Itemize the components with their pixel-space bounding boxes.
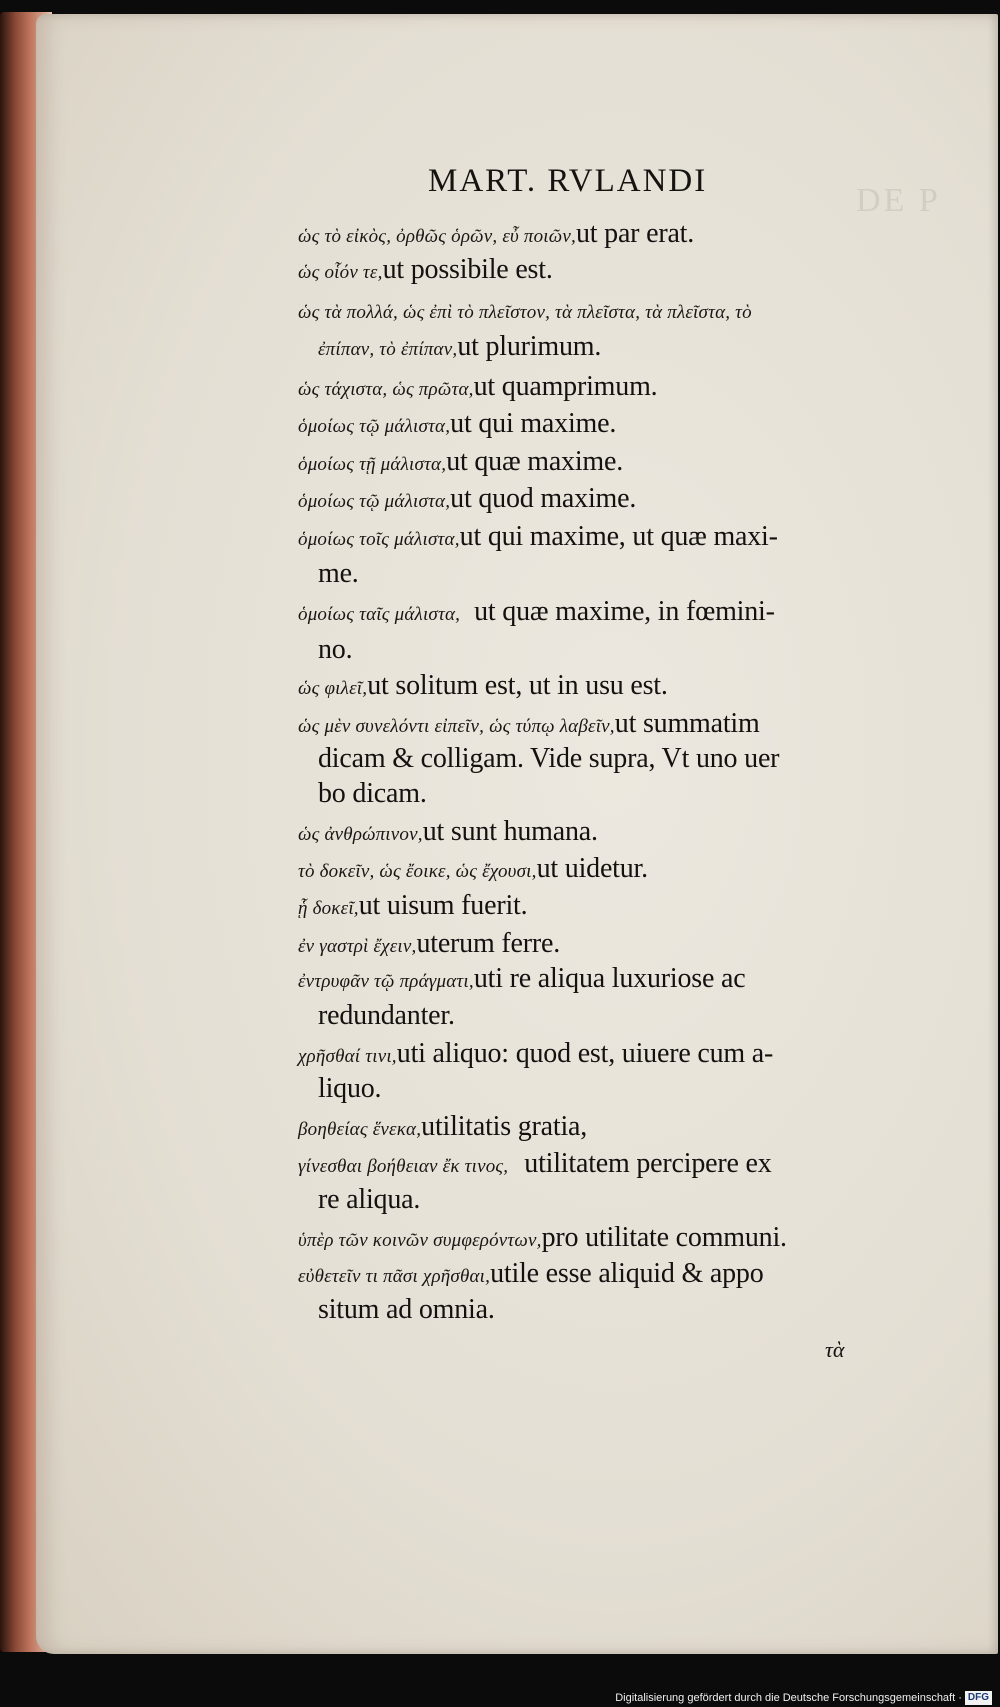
- entry-line: [298, 371, 948, 403]
- greek-text: ὁμοίως τῷ μάλιστα,: [298, 416, 451, 437]
- dfg-logo: DFG: [965, 1691, 992, 1705]
- entry-line: [318, 1294, 968, 1326]
- entry-line: [298, 670, 948, 702]
- entry-line: [298, 446, 948, 478]
- greek-text: γίνεσθαι βοήθειαν ἔκ τινος,: [298, 1156, 509, 1177]
- entry-line: [298, 294, 948, 326]
- latin-text: uti re aliqua luxuriose ac: [473, 963, 746, 994]
- latin-text: ut sunt humana.: [422, 816, 598, 847]
- latin-text: utilitatis gratia,: [421, 1111, 588, 1142]
- greek-text: τὸ δοκεῖν, ὡς ἔοικε, ὡς ἔχουσι,: [298, 861, 537, 882]
- entry-line: [318, 331, 968, 363]
- entry-line: [298, 408, 948, 440]
- entry-line: [318, 778, 968, 810]
- latin-text: ut qui maxime, ut quæ maxi-: [459, 521, 778, 552]
- entry-line: [298, 708, 948, 740]
- greek-text: ὡς τὰ πολλά, ὡς ἐπὶ τὸ πλεῖστον, τὰ πλεῖστα, τὰ πλεῖστα, τὸ: [298, 302, 752, 323]
- greek-text: ὁμοίως ταῖς μάλιστα,: [298, 604, 461, 625]
- greek-text: ὡς τάχιστα, ὡς πρῶτα,: [298, 379, 474, 400]
- latin-text: no.: [318, 634, 353, 665]
- entry-line: [318, 1184, 968, 1216]
- credit-text: Digitalisierung gefördert durch die Deutsche Forschungsgemeinschaft ·: [615, 1692, 962, 1704]
- latin-text: ut uidetur.: [536, 853, 648, 884]
- latin-text: ut quod maxime.: [450, 483, 637, 514]
- latin-text: situm ad omnia.: [318, 1294, 495, 1325]
- latin-text: uterum ferre.: [416, 928, 560, 959]
- entry-line: [298, 521, 948, 553]
- entry-line: [298, 928, 948, 960]
- greek-text: βοηθείας ἕνεκα,: [298, 1119, 422, 1140]
- latin-text: me.: [318, 558, 359, 589]
- entry-line: [298, 596, 948, 628]
- running-header: MART. RVLANDI: [428, 163, 708, 199]
- greek-text: ᾗ δοκεῖ,: [298, 898, 359, 919]
- greek-text: ὁμοίως τῷ μάλιστα,: [298, 491, 451, 512]
- greek-text: ἐντρυφᾶν τῷ πράγματι,: [298, 971, 474, 992]
- latin-text: ut par erat.: [575, 218, 695, 249]
- entry-line: [298, 1148, 948, 1180]
- entry-line: [298, 254, 948, 286]
- entry-line: [318, 634, 968, 666]
- greek-text: ὡς μὲν συνελόντι εἰπεῖν, ὡς τύπῳ λαβεῖν,: [298, 716, 615, 737]
- latin-text: redundanter.: [318, 1000, 455, 1031]
- entry-line: [318, 558, 968, 590]
- greek-text: ὡς τὸ εἰκὸς, ὀρθῶς ὁρῶν, εὖ ποιῶν,: [298, 226, 576, 247]
- latin-text: ut qui maxime.: [450, 408, 617, 439]
- latin-text: ut possibile est.: [382, 254, 553, 285]
- entry-line: [318, 743, 968, 775]
- entry-line: [298, 890, 948, 922]
- catchword: τὰ: [825, 1337, 845, 1362]
- latin-text: pro utilitate communi.: [541, 1222, 787, 1253]
- latin-text: uti aliquo: quod est, uiuere cum a-: [396, 1038, 774, 1069]
- latin-text: liquo.: [318, 1073, 382, 1104]
- greek-text: ὁμοίως τοῖς μάλιστα,: [298, 529, 460, 550]
- latin-text: re aliqua.: [318, 1184, 421, 1215]
- latin-text: utile esse aliquid & appo: [490, 1258, 764, 1289]
- latin-text: ut uisum fuerit.: [358, 890, 528, 921]
- greek-text: ὡς οἷόν τε,: [298, 262, 383, 283]
- entry-line: [318, 1000, 968, 1032]
- latin-text: bo dicam.: [318, 778, 427, 809]
- entry-line: [318, 1073, 968, 1105]
- entry-line: [298, 1111, 948, 1143]
- entry-line: [298, 218, 948, 250]
- entry-line: [298, 853, 948, 885]
- greek-text: ἐπίπαν, τὸ ἐπίπαν,: [318, 339, 458, 360]
- entry-line: [298, 1222, 948, 1254]
- digitization-credit: [615, 1689, 992, 1707]
- entry-line: [298, 963, 948, 995]
- entry-line: [298, 1038, 948, 1070]
- latin-text: ut summatim: [614, 708, 760, 739]
- bleed-through-header: DE P: [856, 182, 941, 219]
- latin-text: ut plurimum.: [457, 331, 602, 362]
- greek-text: ὡς ἀνθρώπινον,: [298, 824, 423, 845]
- entry-line: [298, 1258, 948, 1290]
- greek-text: ἐν γαστρὶ ἔχειν,: [298, 936, 417, 957]
- latin-text: ut quæ maxime.: [446, 446, 624, 477]
- greek-text: ὡς φιλεῖ,: [298, 678, 368, 699]
- greek-text: ὁμοίως τῇ μάλιστα,: [298, 454, 447, 475]
- latin-text: utilitatem percipere ex: [524, 1148, 772, 1179]
- latin-text: ut quamprimum.: [473, 371, 658, 402]
- latin-text: ut solitum est, ut in usu est.: [367, 670, 668, 701]
- greek-text: ὑπὲρ τῶν κοινῶν συμφερόντων,: [298, 1230, 542, 1251]
- entry-line: [298, 816, 948, 848]
- latin-text: ut quæ maxime, in fœmini-: [474, 596, 775, 627]
- latin-text: dicam & colligam. Vide supra, Vt uno uer: [318, 743, 780, 774]
- greek-text: χρῆσθαί τινι,: [298, 1046, 397, 1067]
- greek-text: εὐθετεῖν τι πᾶσι χρῆσθαι,: [298, 1266, 491, 1287]
- entry-line: [298, 483, 948, 515]
